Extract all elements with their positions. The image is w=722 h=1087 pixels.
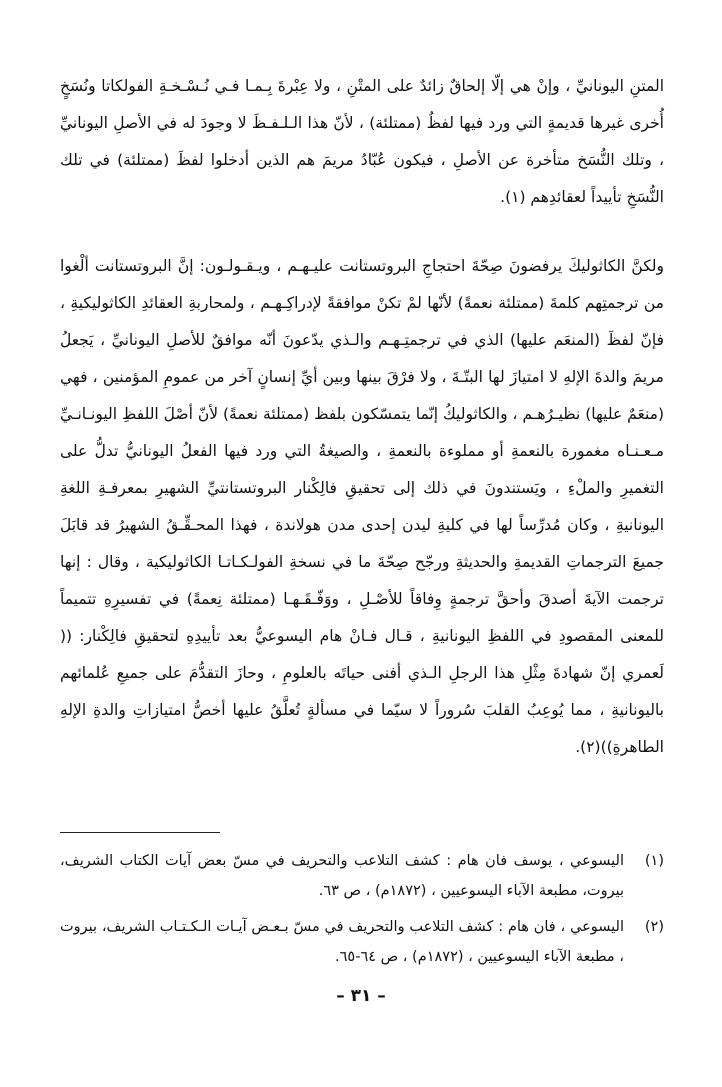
page-body <box>60 68 664 766</box>
footnote-separator <box>60 832 220 833</box>
footnote-2 <box>60 912 664 972</box>
page-number: – ٣١ – <box>336 986 386 1006</box>
body-paragraph-2: ولكنَّ الكاثوليكَ يرفضونَ صِحّةَ احتجاجِ البروتستانت عليـهـم ، ويـقـولـون: إنَّ البروتستانت ألْغوا من ترجمتِهم كلمةَ (ممتلئة نعمةً) لأنّها لمْ تكنْ موافقةً لإدراكِـهـم ، ولمحاربةِ العقائدِ الكاثوليكيةِ ، فإنّ لفظَ (المنعَم عليها) الذي في ترجمتِـهـم والـذي يدّعونَ أنّه موافقٌ للأصلِ اليونانيِّ ، يَجعلُ مريمَ والدةَ الإلهِ لا امتيازَ لها البتّـةَ ، ولا فرْقَ بينها وبين أيِّ إنسانٍ آخر من عمومِ المؤمنين ، فهي (منعَمٌ عليها) نظيـرُهـم ، والكاثوليكُ إنّما يتمسّكون بلفظ (ممتلئة نعمةً) لأنّ أصْلَ اللفظِ اليونـانـيِّ مـعـنـاه مغمورة بالنعمةِ أو مملوءة بالنعمةِ ، والصيغةُ التي ورد فيها الفعلُ اليونانيُّ تدلُّ على التغميرِ والملْءِ ، ويَستندونَ في ذلك إلى تحقيقِ فالِكْنار البروتستانتيِّ الشهيرِ بمعرفـةِ اللغةِ اليونانيةِ ، وكان مُدرِّساً لها في كليةِ ليدن إحدى مدن هولاندة ، فهذا المحـقِّـقُ الشهيرُ قد قابَلَ جميعَ الترجماتِ القديمةِ والحديثةِ ورجّح صِحّةَ ما في نسخةِ الفولـكـاتـا الكاثوليكية ، وقال : إنها ترجمت الآيةَ أصدقَ وأحقَّ ترجمةٍ وِفاقاً للأصْـلِ ، ووَفّـقَـهـا (ممتلئة نِعمةً) في تفسيرِهِ تتميماً للمعنى المقصودِ في اللفظِ اليونانيةِ ، قـال فـانْ هام اليسوعيُّ بعد تأييدِهِ لتحقيقِ فالِكْنار: (( لَعمري إنّ شهادةَ مِثْلِ هذا الرجلِ الـذي أفنى حياتَه بالعلومِ ، وحازَ التقدُّمَ على جميعِ عُلمائهم باليونانيةِ ، مما يُوعِبُ القلبَ سُروراً لا سيّما في مسألةٍ تُعلَّقُ عليها أخصُّ امتيازاتِ والدةِ الإلهِ الطاهرةِ))(٢). <box>60 257 664 756</box>
footnote-1 <box>60 846 664 906</box>
footnotes-section <box>60 846 664 978</box>
footnote-number: (١) <box>644 853 664 869</box>
footnote-text: اليسوعي ، يوسف فان هام : كشف التلاعب والتحريف في مسّ بعض آيات الكتاب الشريف، بيروت، مطبعة الآباء اليسوعيين ، (١٨٧٢م) ، ص ٦٣. <box>60 853 624 899</box>
body-paragraph-1: المتنِ اليونانيِّ ، وإنْ هي إلّا إلحاقٌ زائدٌ على المتْنِ ، ولا عِبْرةَ بِـمـا فـي نُـسْـخـةِ الفولكاتا ونُسَخٍ أُخرى غيرها قديمةٍ التي ورد فيها لفظُ (ممتلئة) ، لأنّ هذا الـلـفـظَ لا وجودَ له في الأصلِ اليونانيِّ ، وتلك النُّسَخ متأخرة عن الأصلِ ، فيكون عُبّادُ مريمَ هم الذين أدخلوا لفظَ (ممتلئة) في تلك النُّسَخِ تأييداً لعقائدِهم (١). <box>60 77 664 206</box>
footnote-text: اليسوعي ، فان هام : كشف التلاعب والتحريف في مسّ بـعـض آيـات الـكـتـاب الشريف، بيروت ، مطبعة الآباء اليسوعيين ، (١٨٧٢م) ، ص ٦٤-٦٥. <box>60 919 624 965</box>
footnote-number: (٢) <box>644 919 664 935</box>
